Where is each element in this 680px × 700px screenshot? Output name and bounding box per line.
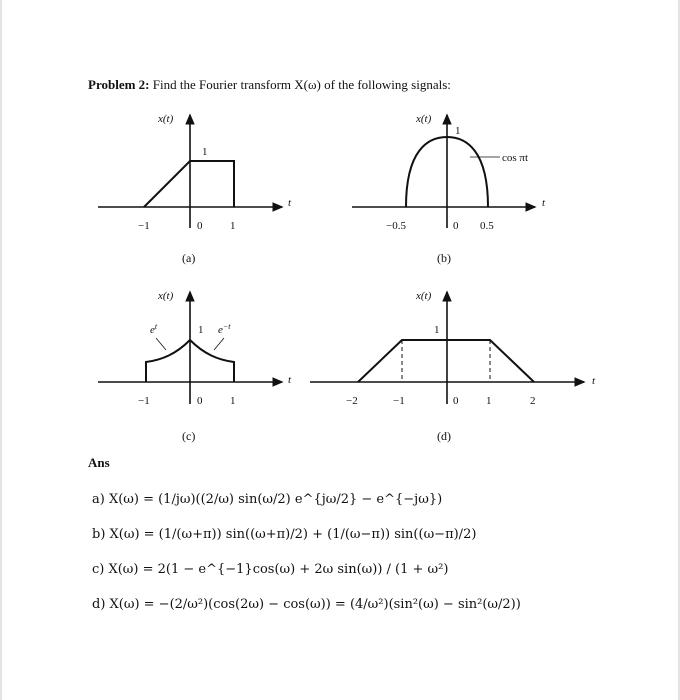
fig-d-ylabel: x(t) (416, 290, 432, 302)
fig-a-tick: 1 (230, 220, 236, 232)
answer-b: b) X(ω) = (1/(ω+π)) sin((ω+π)/2) + (1/(ω−π)) sin((ω−π)/2) (92, 527, 477, 542)
answers-heading: Ans (88, 455, 110, 470)
fig-d-tick: 1 (486, 395, 492, 407)
fig-d-level: 1 (434, 324, 440, 336)
fig-a-xlabel: t (288, 197, 292, 209)
fig-b-xlabel: t (542, 197, 546, 209)
problem-label: Problem 2: (88, 77, 150, 92)
fig-a-ylabel: x(t) (158, 113, 174, 125)
fig-d-signal (358, 340, 534, 382)
figure-a (98, 113, 292, 265)
fig-a-caption: (a) (182, 251, 196, 265)
fig-d-caption: (d) (437, 429, 451, 443)
fig-c-ylabel: x(t) (158, 290, 174, 302)
answer-a: a) X(ω) = (1/jω)((2/ω) sin(ω/2) e^{jω/2} − e^{−jω}) (92, 492, 443, 507)
fig-a-signal (144, 161, 234, 207)
fig-b-tick: 0 (453, 220, 459, 232)
answer-c: c) X(ω) = 2(1 − e^{−1}cos(ω) + 2ω sin(ω)) / (1 + ω²) (92, 562, 449, 577)
fig-a-tick: 0 (197, 220, 203, 232)
fig-c-tick: −1 (138, 395, 150, 407)
fig-b-ylabel: x(t) (416, 113, 432, 125)
fig-b-tick: −0.5 (386, 220, 406, 232)
fig-a-tick: −1 (138, 220, 150, 232)
fig-b-tick: 0.5 (480, 220, 494, 232)
fig-c-left-label: $e^t$ (150, 322, 158, 336)
fig-c-caption: (c) (182, 429, 196, 443)
fig-c-right-label: $e^{-t}$ (218, 322, 231, 336)
fig-b-caption: (b) (437, 251, 451, 265)
fig-c-xlabel: t (288, 374, 292, 386)
figure-c (98, 290, 292, 443)
fig-d-tick: 0 (453, 395, 459, 407)
fig-c-tick: 1 (230, 395, 236, 407)
figure-b (352, 113, 546, 265)
fig-d-tick: −1 (393, 395, 405, 407)
fig-d-xlabel: t (592, 375, 596, 387)
answer-d: d) X(ω) = −(2/ω²)(cos(2ω) − cos(ω)) = (4/ω²)(sin²(ω) − sin²(ω/2)) (92, 597, 521, 612)
fig-d-tick: −2 (346, 395, 358, 407)
fig-c-right-pointer (214, 338, 224, 350)
fig-b-level: 1 (455, 125, 461, 137)
fig-c-level: 1 (198, 324, 204, 336)
problem-text: Find the Fourier transform X(ω) of the following signals: (152, 77, 451, 92)
figure-d (310, 290, 596, 443)
fig-d-tick: 2 (530, 395, 536, 407)
fig-c-tick: 0 (197, 395, 203, 407)
fig-c-left-pointer (156, 338, 166, 350)
fig-a-level: 1 (202, 146, 208, 158)
fig-b-curve-label: cos πt (502, 152, 529, 164)
